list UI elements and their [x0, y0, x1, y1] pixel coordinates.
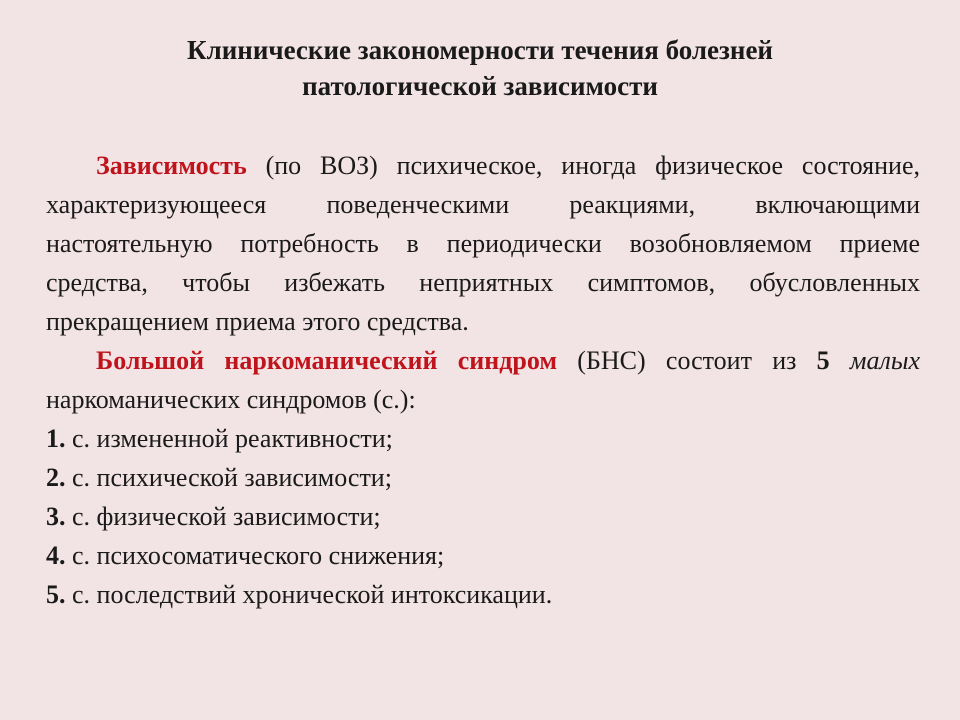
- syndrome-number: 5: [816, 346, 830, 375]
- list-item-text: с. психической зависимости;: [65, 463, 392, 492]
- list-item: [46, 458, 920, 497]
- syndrome-text-after: наркоманических синдромов (с.):: [46, 385, 416, 414]
- list-item: [46, 536, 920, 575]
- list-item-text: с. измененной реактивности;: [65, 424, 393, 453]
- definition-text: (по ВОЗ) психическое, иногда физическое состояние, характеризующееся поведенческими реакциями, включающими настоятельную потребность в периодически возобновляемом приеме средства, чтобы избежать неприятных симптомов, обусловленных прекращением приема этого средства.: [46, 151, 920, 336]
- list-item-number: 2.: [46, 463, 66, 492]
- list-item: [46, 419, 920, 458]
- list-item-number: 5.: [46, 580, 66, 609]
- list-item-number: 4.: [46, 541, 66, 570]
- list-item-number: 3.: [46, 502, 66, 531]
- syndrome-italic-word: малых: [849, 346, 920, 375]
- syndrome-list: [46, 419, 920, 614]
- list-item-number: 1.: [46, 424, 66, 453]
- definition-term: Зависимость: [96, 151, 247, 180]
- definition-paragraph: [46, 146, 920, 341]
- slide-body: [46, 146, 920, 614]
- syndrome-paragraph: [46, 341, 920, 419]
- title-line-2: патологической зависимости: [302, 71, 658, 101]
- slide-title: [40, 32, 920, 104]
- syndrome-text-before: (БНС) состоит из: [557, 346, 817, 375]
- list-item-text: с. физической зависимости;: [65, 502, 381, 531]
- list-item: [46, 575, 920, 614]
- list-item-text: с. психосоматического снижения;: [65, 541, 445, 570]
- title-line-1: Клинические закономерности течения болезней: [187, 35, 773, 65]
- list-item-text: с. последствий хронической интоксикации.: [65, 580, 553, 609]
- syndrome-term: Большой наркоманический синдром: [96, 346, 558, 375]
- list-item: [46, 497, 920, 536]
